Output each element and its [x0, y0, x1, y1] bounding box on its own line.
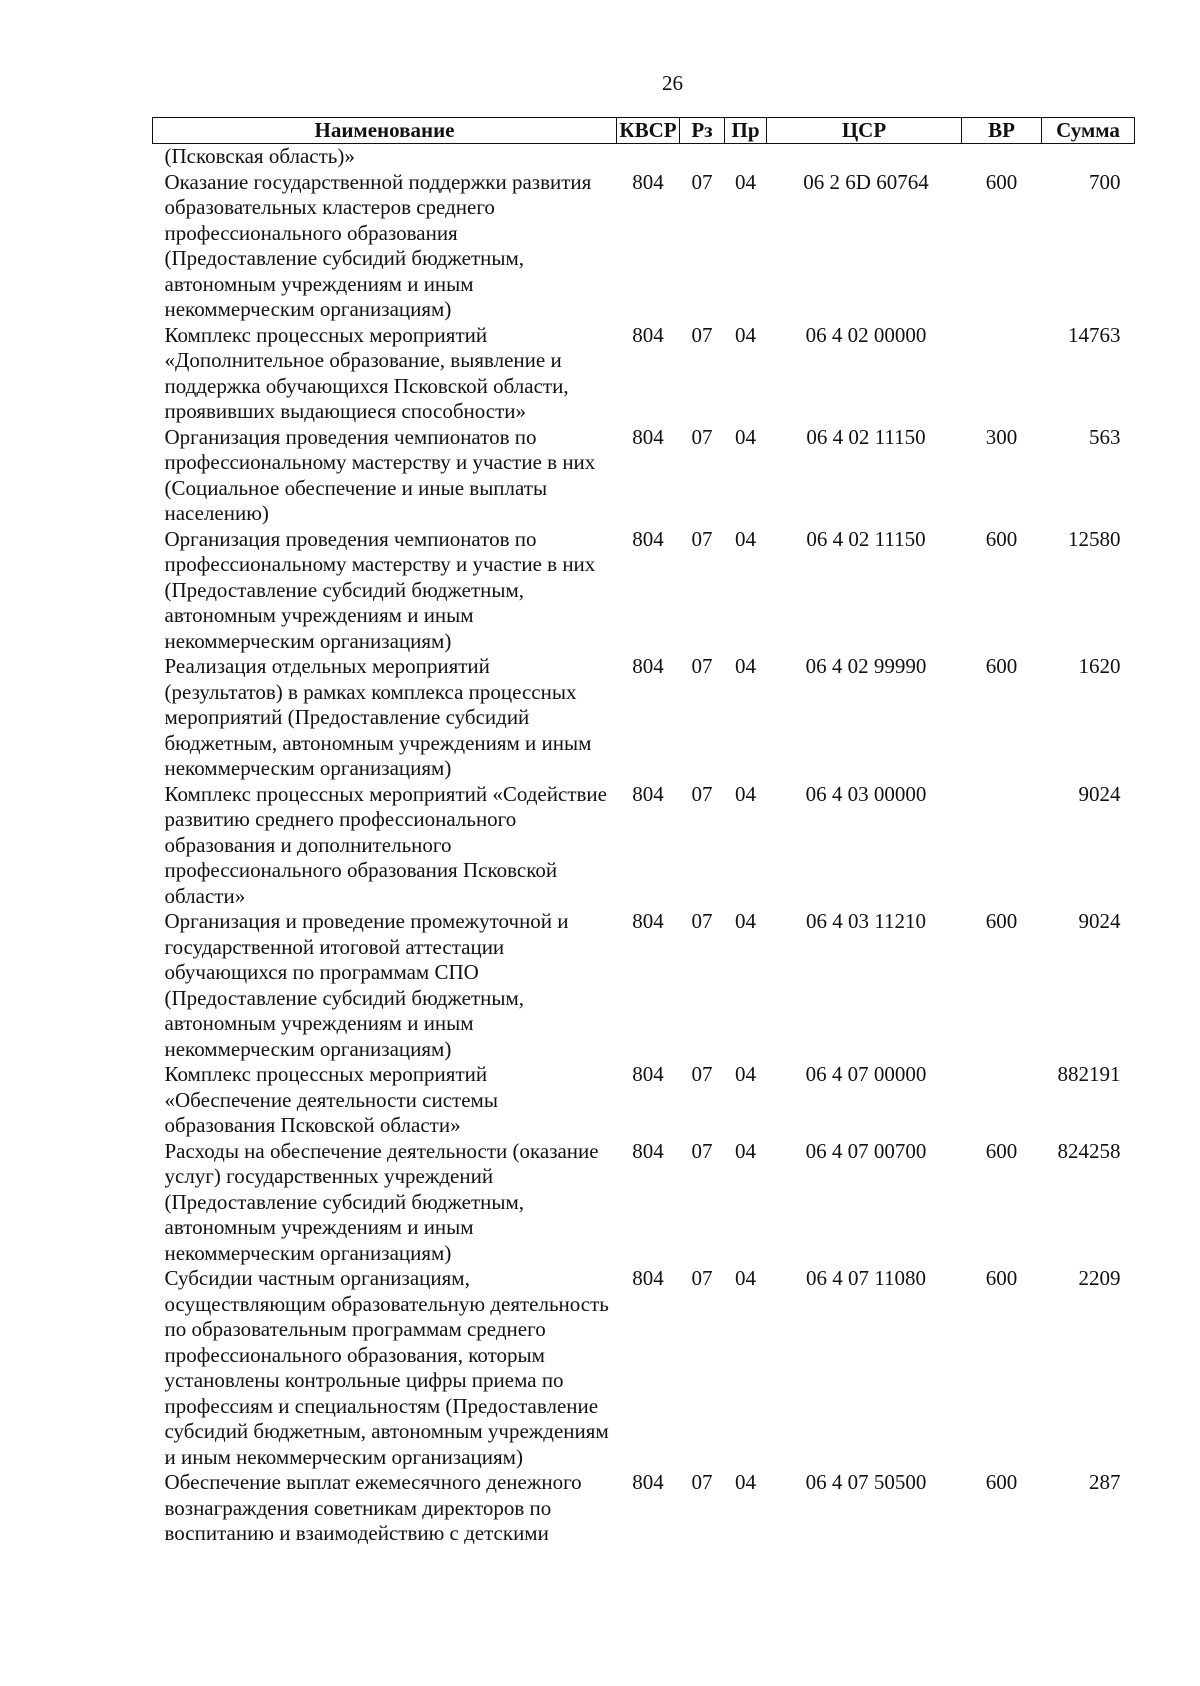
row-rz: 07	[691, 1138, 713, 1163]
row-rz: 07	[691, 1062, 713, 1086]
row-name: (Псковская область)»	[164, 144, 355, 168]
row-csr	[767, 144, 962, 170]
row-rz: 07	[691, 526, 713, 551]
row-vr: 600	[985, 654, 1018, 678]
row-csr: 06 4 02 11150	[806, 526, 926, 551]
row-kvsr: 804	[632, 526, 664, 551]
header-kvsr: КВСР	[617, 118, 680, 144]
row-rz: 07	[691, 909, 713, 933]
header-row	[153, 118, 1135, 144]
row-rz: 07	[691, 169, 713, 194]
header-vr: ВР	[962, 118, 1042, 144]
row-csr: 06 4 02 11150	[806, 424, 926, 449]
row-vr: 600	[985, 1470, 1018, 1494]
table-row	[153, 1139, 1135, 1267]
row-vr: 600	[985, 909, 1018, 933]
row-pr: 04	[735, 654, 756, 678]
row-csr: 06 4 03 11210	[806, 909, 926, 933]
table-row	[153, 1062, 1135, 1139]
page-number: 26	[662, 71, 683, 95]
budget-table	[152, 117, 1135, 1547]
row-sum: 9024	[1078, 909, 1121, 933]
table-row	[153, 170, 1135, 323]
row-rz: 07	[691, 781, 713, 806]
row-pr: 04	[735, 781, 756, 806]
row-rz: 07	[691, 322, 713, 347]
row-kvsr: 804	[632, 654, 664, 678]
row-pr: 04	[735, 526, 756, 551]
row-pr: 04	[735, 169, 756, 194]
row-csr: 06 4 07 50500	[805, 1470, 927, 1494]
row-sum: 563	[1089, 424, 1121, 449]
row-sum: 12580	[1068, 526, 1121, 551]
row-name: Субсидии частным организациям, осуществляющим образовательную деятельность по образовательным программам среднего профессионального образования, которым установлены контрольные цифры приема по профессиям и специальностям (Предоставление субсидий бюджетным, автономным учреждениям и иным некоммерческим организациям)	[164, 1266, 609, 1469]
row-pr: 04	[735, 1138, 756, 1163]
row-name: Организация проведения чемпионатов по профессиональному мастерству и участие в них (Социальное обеспечение и иные выплаты населению)	[164, 424, 596, 525]
row-kvsr: 804	[632, 781, 664, 806]
row-vr	[962, 144, 1042, 170]
row-name: Реализация отдельных мероприятий (результатов) в рамках комплекса процессных мероприятий (Предоставление субсидий бюджетным, автономным учреждениям и иным некоммерческим организациям)	[164, 654, 592, 780]
row-pr: 04	[735, 1266, 756, 1290]
row-sum: 824258	[1057, 1138, 1121, 1163]
row-name: Организация проведения чемпионатов по профессиональному мастерству и участие в них (Предоставление субсидий бюджетным, автономным учреждениям и иным некоммерческим организациям)	[164, 526, 596, 653]
row-csr: 06 4 02 00000	[805, 322, 927, 347]
table-body	[153, 144, 1135, 1547]
row-rz: 07	[691, 654, 713, 678]
row-pr: 04	[735, 909, 756, 933]
row-csr: 06 2 6D 60764	[803, 169, 929, 194]
header-name: Наименование	[153, 118, 617, 144]
table-row	[153, 323, 1135, 425]
row-name: Оказание государственной поддержки развития образовательных кластеров среднего профессионального образования (Предоставление субсидий бюджетным, автономным учреждениям и иным некоммерческим организациям)	[164, 169, 592, 321]
table-row	[153, 527, 1135, 655]
row-sum: 2209	[1078, 1266, 1121, 1290]
row-name: Расходы на обеспечение деятельности (оказание услуг) государственных учреждений (Предоставление субсидий бюджетным, автономным учреждениям и иным некоммерческим организациям)	[164, 1138, 599, 1265]
row-csr: 06 4 07 11080	[806, 1266, 926, 1290]
row-rz: 07	[691, 1470, 713, 1494]
row-csr: 06 4 02 99990	[805, 654, 927, 678]
row-pr: 04	[735, 1062, 756, 1086]
row-vr: 600	[985, 1266, 1018, 1290]
row-rz: 07	[691, 1266, 713, 1290]
table-header	[153, 118, 1135, 144]
row-rz: 07	[691, 424, 713, 449]
row-csr: 06 4 03 00000	[805, 781, 927, 806]
row-csr: 06 4 07 00000	[805, 1062, 927, 1086]
row-kvsr: 804	[632, 1138, 664, 1163]
row-sum: 882191	[1057, 1062, 1121, 1086]
row-vr: 300	[985, 424, 1018, 449]
row-pr	[725, 144, 767, 170]
row-vr	[962, 1062, 1042, 1139]
row-pr: 04	[735, 1470, 756, 1494]
row-name: Комплекс процессных мероприятий «Дополнительное образование, выявление и поддержка обучающихся Псковской области, проявивших выдающиеся способности»	[164, 322, 569, 423]
table-row	[153, 782, 1135, 910]
row-kvsr: 804	[632, 1266, 664, 1290]
header-rz: Рз	[680, 118, 725, 144]
row-name: Обеспечение выплат ежемесячного денежного вознаграждения советникам директоров по воспитанию и взаимодействию с детскими	[164, 1470, 582, 1545]
row-sum: 1620	[1078, 654, 1121, 678]
row-kvsr: 804	[632, 424, 664, 449]
table-row	[153, 1266, 1135, 1470]
row-pr: 04	[735, 424, 756, 449]
table-row	[153, 909, 1135, 1062]
row-csr: 06 4 07 00700	[805, 1138, 927, 1163]
row-vr: 600	[985, 526, 1018, 551]
header-sum: Сумма	[1042, 118, 1135, 144]
row-sum	[1042, 144, 1135, 170]
row-sum: 700	[1089, 169, 1121, 194]
row-vr	[962, 782, 1042, 910]
row-vr: 600	[985, 1138, 1018, 1163]
table-row	[153, 654, 1135, 782]
row-sum: 287	[1089, 1470, 1121, 1494]
row-kvsr	[617, 144, 680, 170]
row-name: Комплекс процессных мероприятий «Обеспечение деятельности системы образования Псковской области»	[164, 1062, 498, 1137]
row-pr: 04	[735, 322, 756, 347]
row-rz	[680, 144, 725, 170]
row-sum: 14763	[1068, 322, 1121, 347]
row-name: Комплекс процессных мероприятий «Содействие развитию среднего профессионального образования и дополнительного профессионального образования Псковской области»	[164, 781, 607, 908]
row-kvsr: 804	[632, 909, 664, 933]
row-sum: 9024	[1078, 781, 1121, 806]
row-kvsr: 804	[632, 1062, 664, 1086]
table-row	[153, 144, 1135, 170]
row-name: Организация и проведение промежуточной и государственной итоговой аттестации обучающихся по программам СПО (Предоставление субсидий бюджетным, автономным учреждениям и иным некоммерческим организациям)	[164, 909, 569, 1061]
row-kvsr: 804	[632, 169, 664, 194]
header-csr: ЦСР	[767, 118, 962, 144]
row-vr	[962, 323, 1042, 425]
header-pr: Пр	[725, 118, 767, 144]
row-kvsr: 804	[632, 1470, 664, 1494]
table-row	[153, 425, 1135, 527]
row-kvsr: 804	[632, 322, 664, 347]
row-vr: 600	[985, 169, 1018, 194]
table-row	[153, 1470, 1135, 1547]
